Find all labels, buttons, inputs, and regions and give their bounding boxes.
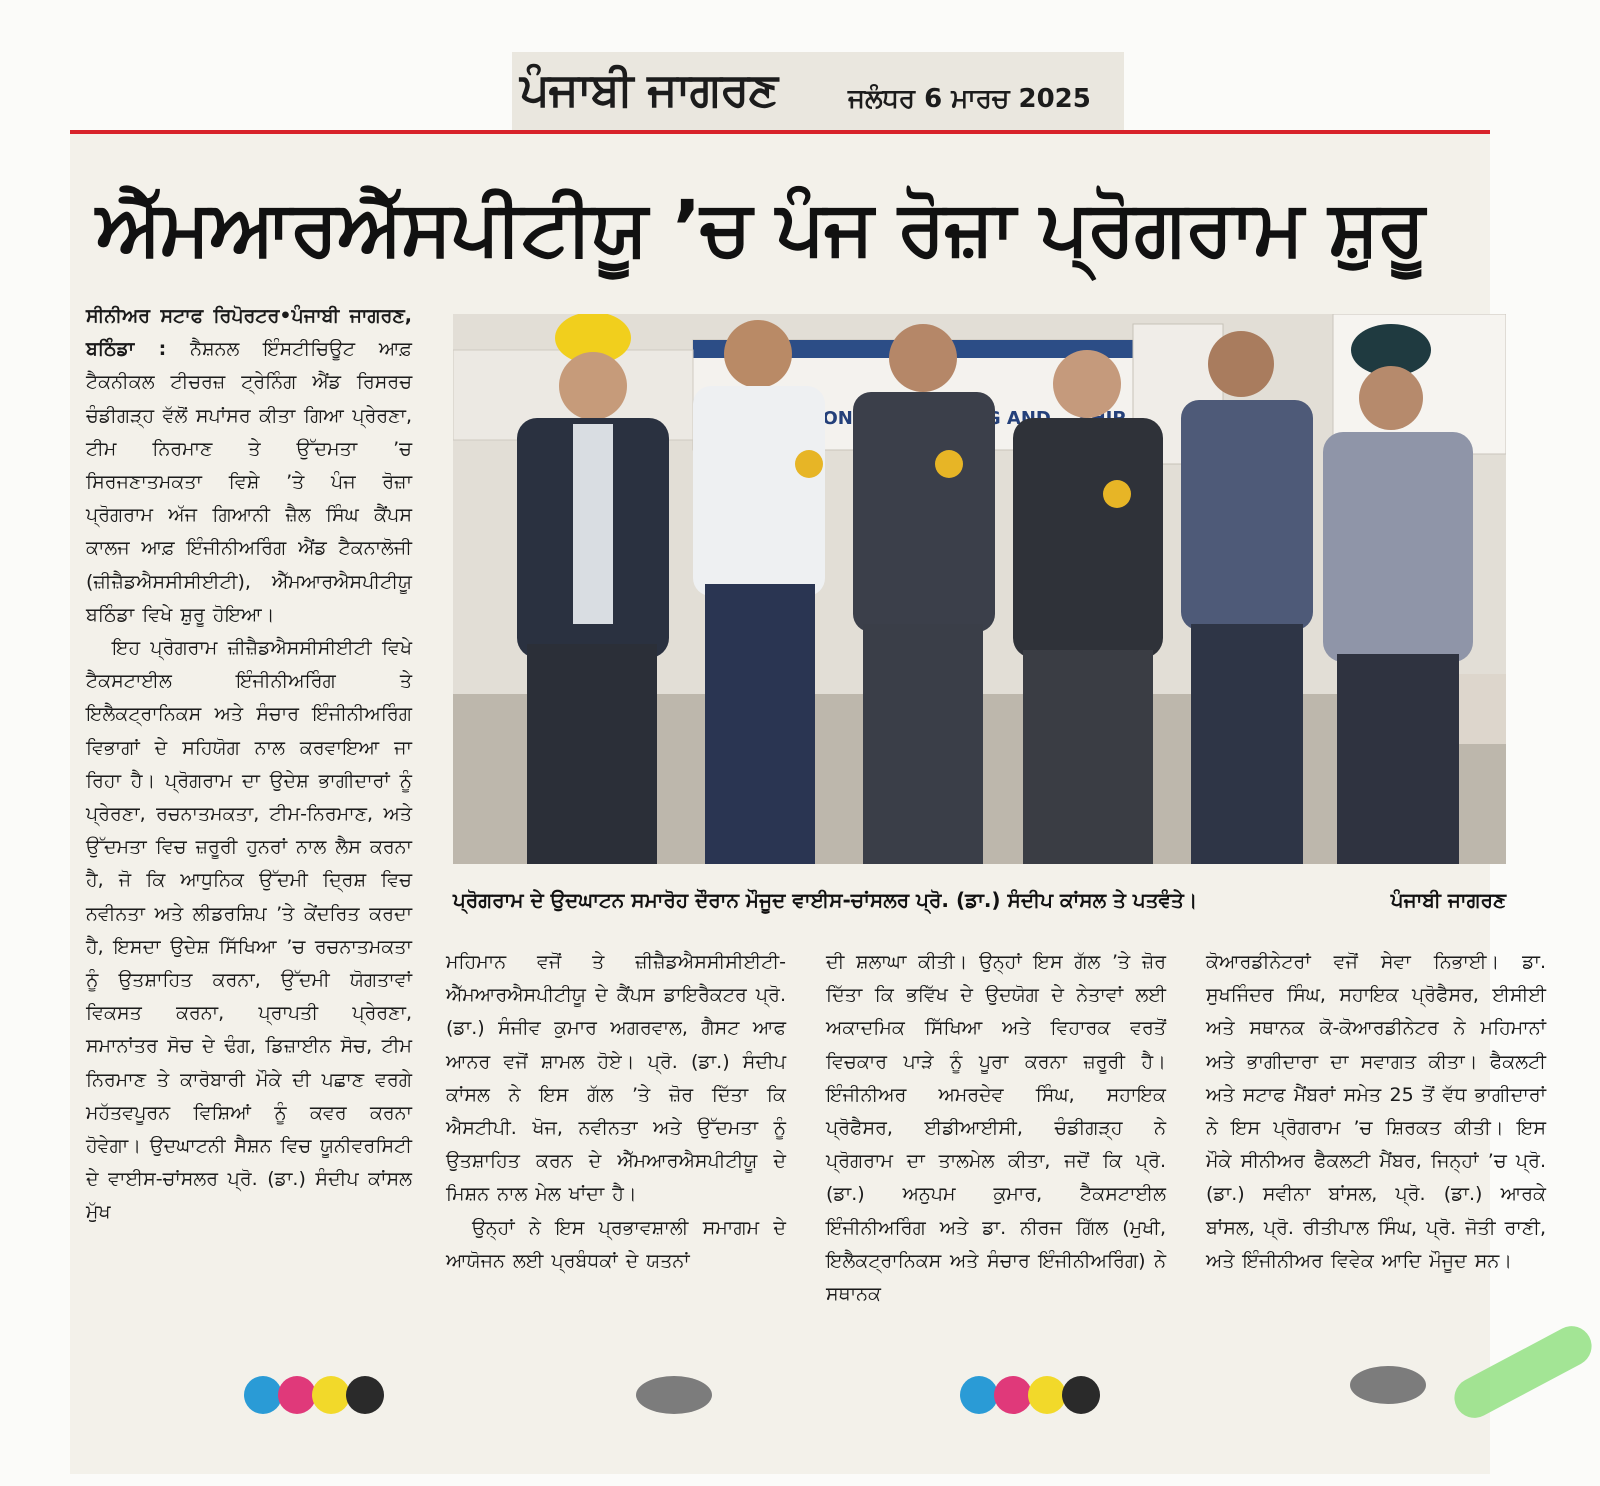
yellow-dot — [312, 1376, 350, 1414]
black-dot — [346, 1376, 384, 1414]
article-column-4 — [1206, 946, 1546, 1278]
cyan-dot — [244, 1376, 282, 1414]
article-paragraph: ਦੀ ਸ਼ਲਾਘਾ ਕੀਤੀ। ਉਨ੍ਹਾਂ ਇਸ ਗੱਲ ’ਤੇ ਜ਼ੋਰ ਦਿੱਤਾ ਕਿ ਭਵਿੱਖ ਦੇ ਉਦਯੋਗ ਦੇ ਨੇਤਾਵਾਂ ਲਈ ਅਕਾਦਮਿਕ ਸਿੱਖਿਆ ਅਤੇ ਵਿਹਾਰਕ ਵਰਤੋਂ ਵਿਚਕਾਰ ਪਾੜੇ ਨੂੰ ਪੂਰਾ ਕਰਨਾ ਜ਼ਰੂਰੀ ਹੈ। ਇੰਜੀਨੀਅਰ ਅਮਰਦੇਵ ਸਿੰਘ, ਸਹਾਇਕ ਪ੍ਰੋਫੈਸਰ, ਈਡੀਆਈਸੀ, ਚੰਡੀਗੜ੍ਹ ਨੇ ਪ੍ਰੋਗਰਾਮ ਦਾ ਤਾਲਮੇਲ ਕੀਤਾ, ਜਦੋਂ ਕਿ ਪ੍ਰੋ. (ਡਾ.) ਅਨੁਪਮ ਕੁਮਾਰ, ਟੈਕਸਟਾਈਲ ਇੰਜੀਨੀਅਰਿੰਗ ਅਤੇ ਡਾ. ਨੀਰਜ ਗਿੱਲ (ਮੁਖੀ, ਇਲੈਕਟ੍ਰਾਨਿਕਸ ਅਤੇ ਸੰਚਾਰ ਇੰਜੀਨੀਅਰਿੰਗ) ਨੇ ਸਥਾਨਕ — [826, 951, 1166, 1306]
yellow-dot — [1028, 1376, 1066, 1414]
caption-text: ਪ੍ਰੋਗਰਾਮ ਦੇ ਉਦਘਾਟਨ ਸਮਾਰੋਹ ਦੌਰਾਨ ਮੌਜੂਦ ਵਾਈਸ-ਚਾਂਸਲਰ ਪ੍ਰੋ. (ਡਾ.) ਸੰਦੀਪ ਕਾਂਸਲ ਤੇ ਪਤਵੰਤੇ। — [453, 888, 1198, 912]
photo-caption — [453, 888, 1506, 912]
person-5 — [1181, 331, 1313, 864]
article-lead — [86, 300, 412, 632]
person-3 — [853, 324, 995, 864]
lead-text: ਨੈਸ਼ਨਲ ਇੰਸਟੀਚਿਊਟ ਆਫ਼ ਟੈਕਨੀਕਲ ਟੀਚਰਜ਼ ਟ੍ਰੇਨਿੰਗ ਐਂਡ ਰਿਸਰਚ ਚੰਡੀਗੜ੍ਹ ਵੱਲੋਂ ਸਪਾਂਸਰ ਕੀਤਾ ਗਿਆ ਪ੍ਰੇਰਣਾ, ਟੀਮ ਨਿਰਮਾਣ ਤੇ ਉੱਦਮਤਾ ’ਚ ਸਿਰਜਣਾਤਮਕਤਾ ਵਿਸ਼ੇ ’ਤੇ ਪੰਜ ਰੋਜ਼ਾ ਪ੍ਰੋਗਰਾਮ ਅੱਜ ਗਿਆਨੀ ਜ਼ੈਲ ਸਿੰਘ ਕੈਂਪਸ ਕਾਲਜ ਆਫ਼ ਇੰਜੀਨੀਅਰਿੰਗ ਐਂਡ ਟੈਕਨਾਲੋਜੀ (ਜ਼ੀਜ਼ੈਡਐਸਸੀਸੀਈਟੀ), ਐੱਮਆਰਐਸਪੀਟੀਯੂ ਬਠਿੰਡਾ ਵਿਖੇ ਸ਼ੁਰੂ ਹੋਇਆ। — [86, 338, 412, 626]
photo-credit: ਪੰਜਾਬੀ ਜਾਗਰਣ — [1390, 888, 1506, 912]
registration-marks-right — [960, 1376, 1096, 1414]
gray-registration-mark — [636, 1376, 712, 1414]
article-paragraph: ਕੋਆਰਡੀਨੇਟਰਾਂ ਵਜੋਂ ਸੇਵਾ ਨਿਭਾਈ। ਡਾ. ਸੁਖਜਿੰਦਰ ਸਿੰਘ, ਸਹਾਇਕ ਪ੍ਰੋਫੈਸਰ, ਈਸੀਈ ਅਤੇ ਸਥਾਨਕ ਕੋ-ਕੋਆਰਡੀਨੇਟਰ ਨੇ ਮਹਿਮਾਨਾਂ ਅਤੇ ਭਾਗੀਦਾਰਾ ਦਾ ਸਵਾਗਤ ਕੀਤਾ। ਫੈਕਲਟੀ ਅਤੇ ਸਟਾਫ ਮੈਂਬਰਾਂ ਸਮੇਤ 25 ਤੋਂ ਵੱਧ ਭਾਗੀਦਾਰਾਂ ਨੇ ਇਸ ਪ੍ਰੋਗਰਾਮ ’ਚ ਸ਼ਿਰਕਤ ਕੀਤੀ। ਇਸ ਮੌਕੇ ਸੀਨੀਅਰ ਫੈਕਲਟੀ ਮੈਂਬਰ, ਜਿਨ੍ਹਾਂ ’ਚ ਪ੍ਰੋ. (ਡਾ.) ਸਵੀਨਾ ਬਾਂਸਲ, ਪ੍ਰੋ. (ਡਾ.) ਆਰਕੇ ਬਾਂਸਲ, ਪ੍ਰੋ. ਰੀਤੀਪਾਲ ਸਿੰਘ, ਪ੍ਰੋ. ਜੋਤੀ ਰਾਣੀ, ਅਤੇ ਇੰਜੀਨੀਅਰ ਵਿਵੇਕ ਆਦਿ ਮੌਜੂਦ ਸਨ। — [1206, 951, 1546, 1272]
person-4 — [1013, 350, 1163, 864]
article-column-3 — [826, 946, 1166, 1311]
event-photo — [453, 314, 1506, 864]
cyan-dot — [960, 1376, 998, 1414]
newspaper-logo: ਪੰਜਾਬੀ ਜਾਗਰਣ — [520, 62, 778, 116]
magenta-dot — [278, 1376, 316, 1414]
person-2 — [693, 320, 825, 864]
article-column-2 — [446, 946, 786, 1278]
registration-marks-left — [244, 1376, 380, 1414]
article-paragraph: ਉਨ੍ਹਾਂ ਨੇ ਇਸ ਪ੍ਰਭਾਵਸ਼ਾਲੀ ਸਮਾਗਮ ਦੇ ਆਯੋਜਨ ਲਈ ਪ੍ਰਬੰਧਕਾਂ ਦੇ ਯਤਨਾਂ — [446, 1216, 786, 1272]
article-paragraph: ਮਹਿਮਾਨ ਵਜੋਂ ਤੇ ਜ਼ੀਜ਼ੈਡਐਸਸੀਸੀਈਟੀ-ਐੱਮਆਰਐਸਪੀਟੀਯੂ ਦੇ ਕੈਂਪਸ ਡਾਇਰੈਕਟਰ ਪ੍ਰੋ. (ਡਾ.) ਸੰਜੀਵ ਕੁਮਾਰ ਅਗਰਵਾਲ, ਗੈਸਟ ਆਫ ਆਨਰ ਵਜੋਂ ਸ਼ਾਮਲ ਹੋਏ। ਪ੍ਰੋ. (ਡਾ.) ਸੰਦੀਪ ਕਾਂਸਲ ਨੇ ਇਸ ਗੱਲ ’ਤੇ ਜ਼ੋਰ ਦਿੱਤਾ ਕਿ ਐਸਟੀਪੀ. ਖੋਜ, ਨਵੀਨਤਾ ਅਤੇ ਉੱਦਮਤਾ ਨੂੰ ਉਤਸ਼ਾਹਿਤ ਕਰਨ ਦੇ ਐੱਮਆਰਐਸਪੀਟੀਯੂ ਦੇ ਮਿਸ਼ਨ ਨਾਲ ਮੇਲ ਖਾਂਦਾ ਹੈ। — [446, 951, 786, 1206]
article-headline: ਐੱਮਆਰਐੱਸਪੀਟੀਯੂ ’ਚ ਪੰਜ ਰੋਜ਼ਾ ਪ੍ਰੋਗਰਾਮ ਸ਼ੁਰੂ — [96, 183, 1425, 272]
photo-illustration — [453, 314, 1506, 864]
byline: ਸੀਨੀਅਰ ਸਟਾਫ ਰਿਪੋਰਟਰ•ਪੰਜਾਬੀ ਜਾਗਰਣ, ਬਠਿੰਡਾ : — [86, 305, 412, 361]
gray-registration-mark — [1350, 1366, 1426, 1404]
black-dot — [1062, 1376, 1100, 1414]
article-paragraph: ਇਹ ਪ੍ਰੋਗਰਾਮ ਜ਼ੀਜ਼ੈਡਐਸਸੀਸੀਈਟੀ ਵਿਖੇ ਟੈਕਸਟਾਈਲ ਇੰਜੀਨੀਅਰਿੰਗ ਤੇ ਇਲੈਕਟ੍ਰਾਨਿਕਸ ਅਤੇ ਸੰਚਾਰ ਇੰਜੀਨੀਅਰਿੰਗ ਵਿਭਾਗਾਂ ਦੇ ਸਹਿਯੋਗ ਨਾਲ ਕਰਵਾਇਆ ਜਾ ਰਿਹਾ ਹੈ। ਪ੍ਰੋਗਰਾਮ ਦਾ ਉਦੇਸ਼ ਭਾਗੀਦਾਰਾਂ ਨੂੰ ਪ੍ਰੇਰਣਾ, ਰਚਨਾਤਮਕਤਾ, ਟੀਮ-ਨਿਰਮਾਣ, ਅਤੇ ਉੱਦਮਤਾ ਵਿਚ ਜ਼ਰੂਰੀ ਹੁਨਰਾਂ ਨਾਲ ਲੈਸ ਕਰਨਾ ਹੈ, ਜੋ ਕਿ ਆਧੁਨਿਕ ਉੱਦਮੀ ਦ੍ਰਿਸ਼ ਵਿਚ ਨਵੀਨਤਾ ਅਤੇ ਲੀਡਰਸ਼ਿਪ ’ਤੇ ਕੇਂਦਰਿਤ ਕਰਦਾ ਹੈ, ਇਸਦਾ ਉਦੇਸ਼ ਸਿੱਖਿਆ ’ਚ ਰਚਨਾਤਮਕਤਾ ਨੂੰ ਉਤਸ਼ਾਹਿਤ ਕਰਨਾ, ਉੱਦਮੀ ਯੋਗਤਾਵਾਂ ਵਿਕਸਤ ਕਰਨਾ, ਪ੍ਰਾਪਤੀ ਪ੍ਰੇਰਣਾ, ਸਮਾਨਾਂਤਰ ਸੋਚ ਦੇ ਢੰਗ, ਡਿਜ਼ਾਈਨ ਸੋਚ, ਟੀਮ ਨਿਰਮਾਣ ਤੇ ਕਾਰੋਬਾਰੀ ਮੌਕੇ ਦੀ ਪਛਾਣ ਵਰਗੇ ਮਹੱਤਵਪੂਰਨ ਵਿਸ਼ਿਆਂ ਨੂੰ ਕਵਰ ਕਰਨਾ ਹੋਵੇਗਾ। ਉਦਘਾਟਨੀ ਸੈਸ਼ਨ ਵਿਚ ਯੂਨੀਵਰਸਿਟੀ ਦੇ ਵਾਈਸ-ਚਾਂਸਲਰ ਪ੍ਰੋ. (ਡਾ.) ਸੰਦੀਪ ਕਾਂਸਲ ਮੁੱਖ — [86, 637, 412, 1224]
dateline: ਜਲੰਧਰ 6 ਮਾਰਚ 2025 — [848, 84, 1091, 114]
magenta-dot — [994, 1376, 1032, 1414]
article-column-1 — [86, 300, 412, 1230]
